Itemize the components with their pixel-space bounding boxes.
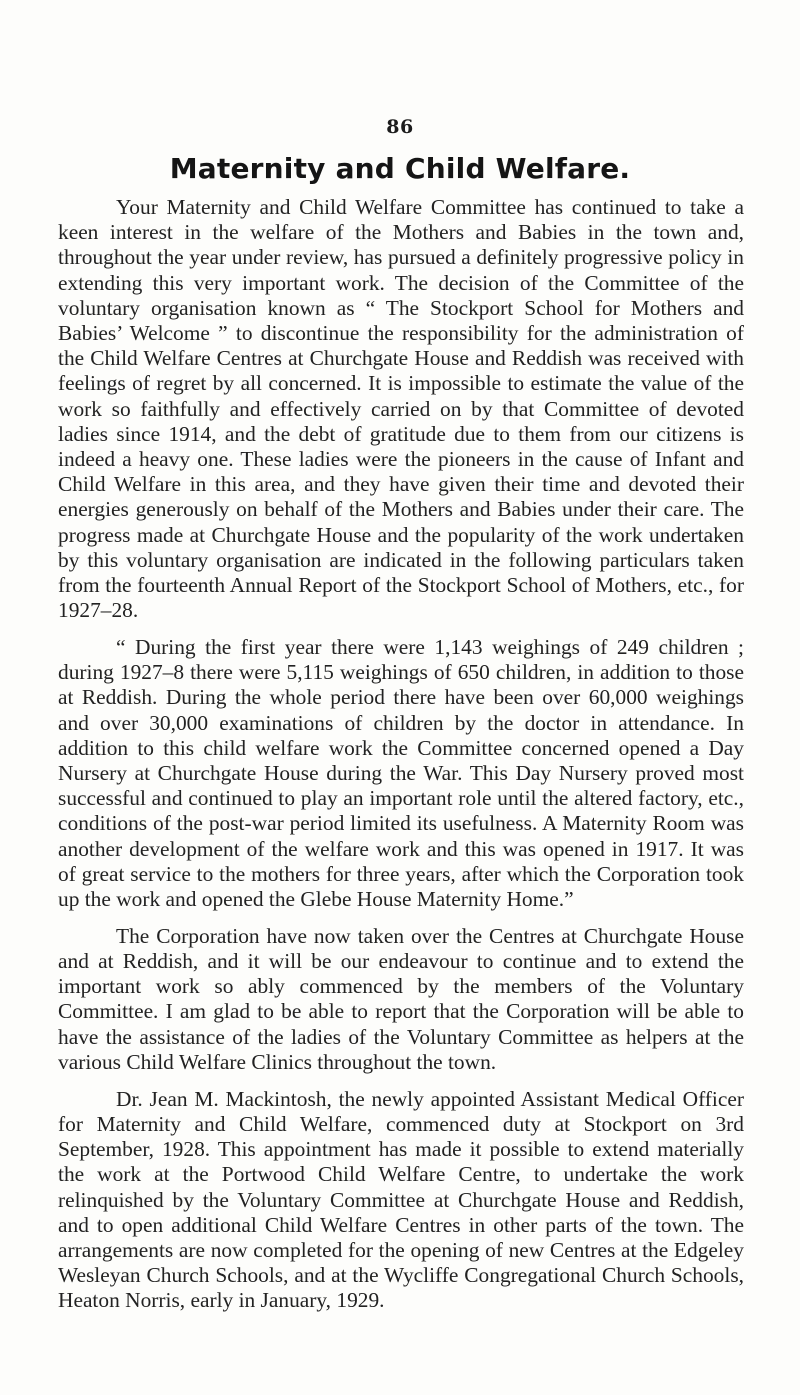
- section-title: Maternity and Child Welfare.: [169, 152, 631, 185]
- page-number: 86: [386, 116, 414, 138]
- paragraph-3: The Corporation have now taken over the Centres at Churchgate House and at Reddish, and it will be our endeavour to continue and to extend the important work so ably commenced by the members of the Voluntary Committee. I am glad to be able to report that the Corporation will be able to have the assistance of the ladies of the Voluntary Committee as helpers at the various Child Welfare Clinics throughout the town.: [58, 923, 744, 1074]
- paragraph-2: “ During the first year there were 1,143 weighings of 249 children ; during 1927–8 there were 5,115 weighings of 650 children, in addition to those at Reddish. During the whole period there have been over 60,000 weighings and over 30,000 examinations of children by the doctor in attendance. In addition to this child welfare work the Committee concerned opened a Day Nursery at Churchgate House during the War. This Day Nursery proved most successful and continued to play an important role until the altered factory, etc., conditions of the post-war period limited its usefulness. A Maternity Room was another development of the welfare work and this was opened in 1917. It was of great service to the mothers for three years, after which the Corporation took up the work and opened the Glebe House Maternity Home.”: [58, 635, 744, 912]
- paragraph-4: Dr. Jean M. Mackintosh, the newly appointed Assistant Medical Officer for Maternity and Child Welfare, commenced duty at Stockport on 3rd September, 1928. This appointment has made it possible to extend materially the work at the Portwood Child Welfare Centre, to undertake the work relinquished by the Voluntary Committee at Churchgate House and Reddish, and to open additional Child Welfare Centres in other parts of the town. The arrangements are now completed for the opening of new Centres at the Edgeley Wesleyan Church Schools, and at the Wycliffe Congregational Church Schools, Heaton Norris, early in January, 1929.: [58, 1086, 744, 1313]
- body-text: [58, 195, 744, 1325]
- paragraph-1: Your Maternity and Child Welfare Committee has continued to take a keen interest in the welfare of the Mothers and Babies in the town and, throughout the year under review, has pursued a definitely progressive policy in extending this very important work. The decision of the Committee of the voluntary organisation known as “ The Stockport School for Mothers and Babies’ Welcome ” to discontinue the responsibility for the administration of the Child Welfare Centres at Churchgate House and Reddish was received with feelings of regret by all concerned. It is impossible to estimate the value of the work so faithfully and effectively carried on by that Committee of devoted ladies since 1914, and the debt of gratitude due to them from our citizens is indeed a heavy one. These ladies were the pioneers in the cause of Infant and Child Welfare in this area, and they have given their time and devoted their energies generously on behalf of the Mothers and Babies under their care. The progress made at Churchgate House and the popularity of the work undertaken by this voluntary organisation are indicated in the following particulars taken from the fourteenth Annual Report of the Stockport School of Mothers, etc., for 1927–28.: [58, 195, 744, 623]
